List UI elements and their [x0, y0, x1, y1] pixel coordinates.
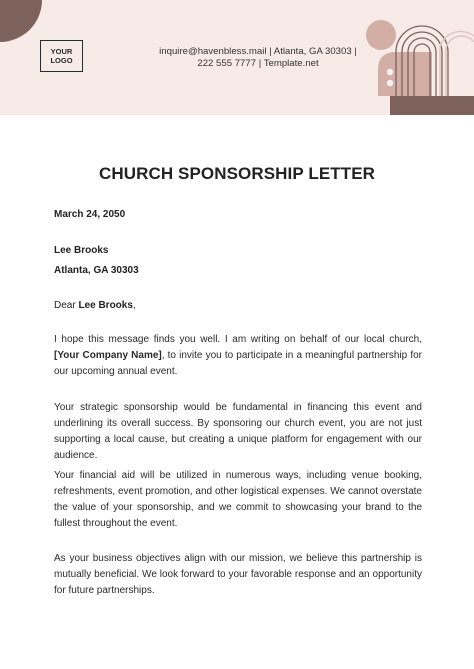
letter-title: CHURCH SPONSORSHIP LETTER: [98, 164, 376, 183]
paragraph-1-text-b: , to invite you to participate in a meaningful partnership for our upcoming annual event.: [54, 350, 422, 377]
white-dot-shape: [387, 69, 393, 75]
letter-date: March 24, 2050: [54, 209, 126, 220]
contact-line-1: inquire@havenbless.mail | Atlanta, GA 30303 |: [159, 46, 357, 57]
corner-circle-shape: [0, 0, 42, 42]
company-logo: [40, 40, 83, 72]
salutation-name: Lee Brooks: [78, 300, 133, 311]
logo-text-line1: YOUR: [50, 47, 73, 56]
white-dot-shape: [387, 80, 393, 86]
company-name-placeholder: [Your Company Name]: [54, 350, 162, 361]
contact-line-2: 222 555 7777 | Template.net: [197, 58, 319, 69]
paragraph-1-text-a: I hope this message finds you well. I am writing on behalf of our local church,: [54, 334, 422, 345]
paragraph-4: As your business objectives align with our mission, we believe this partnership is mutually beneficial. We look forward to your favorable response and an opportunity for future partnerships.: [54, 553, 422, 596]
rose-arch-shape: [378, 52, 432, 96]
letterhead: [0, 0, 474, 115]
recipient-address: Atlanta, GA 30303: [54, 265, 139, 276]
brown-block-shape: [390, 96, 474, 115]
salutation-suffix: ,: [132, 300, 136, 311]
recipient-name: Lee Brooks: [54, 245, 109, 256]
paragraph-2: Your strategic sponsorship would be fundamental in financing this event and underlining its overall success. By sponsoring our church event, you are not just supporting a local cause, but creating a unique platform for engagement with our audience.: [54, 402, 422, 461]
paragraph-1: [54, 332, 422, 380]
paragraph-3: Your financial aid will be utilized in numerous ways, including venue booking, refreshments, event promotion, and other logistical expenses. We cannot overstate the value of your sponsorship, and we commit to showcasing your brand to the fullest throughout the event.: [54, 470, 422, 529]
salutation-prefix: Dear: [54, 300, 79, 311]
salutation: [54, 300, 136, 311]
rose-circle-shape: [366, 20, 396, 50]
logo-text-line2: LOGO: [50, 56, 73, 65]
